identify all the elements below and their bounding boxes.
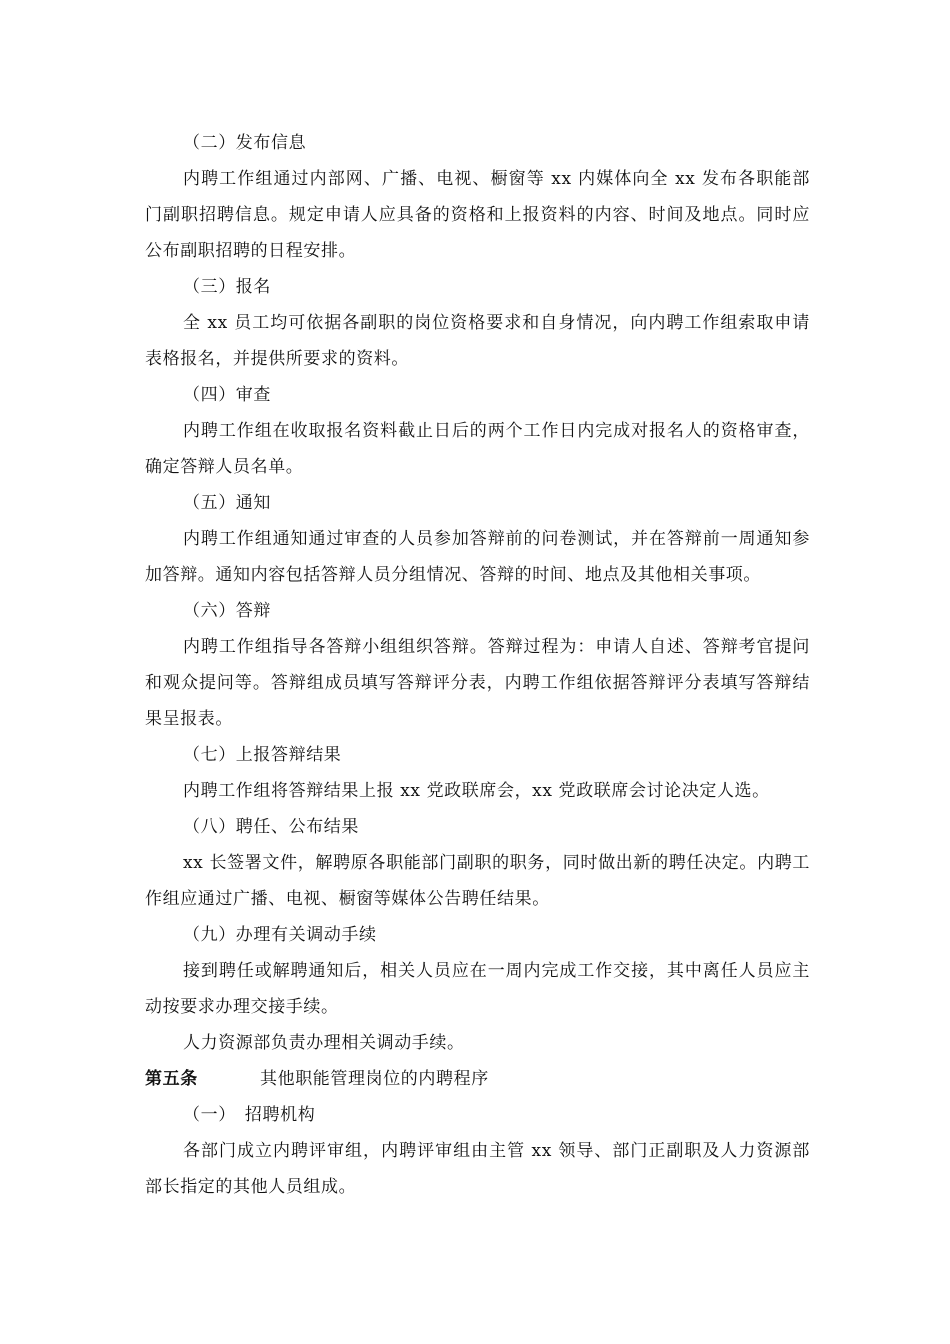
article-five — [145, 1061, 810, 1097]
paragraph-recruitment-body: 各部门成立内聘评审组，内聘评审组由主管 xx 领导、部门正副职及人力资源部部长指定的其他人员组成。 — [145, 1141, 810, 1197]
section-heading-registration: （三）报名 — [183, 277, 271, 297]
section-heading-defense: （六）答辩 — [183, 601, 271, 621]
paragraph-defense: 内聘工作组指导各答辩小组组织答辩。答辩过程为：申请人自述、答辩考官提问和观众提问等。答辩组成员填写答辩评分表，内聘工作组依据答辩评分表填写答辩结果呈报表。 — [145, 637, 810, 729]
paragraph-report-results: 内聘工作组将答辩结果上报 xx 党政联席会，xx 党政联席会讨论决定人选。 — [183, 781, 770, 801]
section-heading-transfer-procedures: （九）办理有关调动手续 — [183, 925, 377, 945]
article-title: 其他职能管理岗位的内聘程序 — [260, 1069, 489, 1089]
paragraph-registration: 全 xx 员工均可依据各副职的岗位资格要求和自身情况，向内聘工作组索取申请表格报名，并提供所要求的资料。 — [145, 313, 810, 369]
section-heading-report-results: （七）上报答辩结果 — [183, 745, 342, 765]
paragraph-appoint-publish: xx 长签署文件，解聘原各职能部门副职的职务，同时做出新的聘任决定。内聘工作组应通过广播、电视、橱窗等媒体公告聘任结果。 — [145, 853, 810, 909]
section-heading-publish-info: （二）发布信息 — [183, 133, 307, 153]
paragraph-notice: 内聘工作组通知通过审查的人员参加答辩前的问卷测试，并在答辩前一周通知参加答辩。通知内容包括答辩人员分组情况、答辩的时间、地点及其他相关事项。 — [145, 529, 810, 585]
paragraph-hr-responsibility: 人力资源部负责办理相关调动手续。 — [183, 1033, 465, 1053]
section-heading-review: （四）审查 — [183, 385, 271, 405]
document-body — [145, 125, 810, 1205]
paragraph-transfer-procedures: 接到聘任或解聘通知后，相关人员应在一周内完成工作交接，其中离任人员应主动按要求办理交接手续。 — [145, 961, 810, 1017]
section-heading-notice: （五）通知 — [183, 493, 271, 513]
section-heading-recruitment-body: （一） 招聘机构 — [183, 1105, 316, 1125]
section-heading-appoint-publish: （八）聘任、公布结果 — [183, 817, 359, 837]
paragraph-review: 内聘工作组在收取报名资料截止日后的两个工作日内完成对报名人的资格审查，确定答辩人员名单。 — [145, 421, 810, 477]
paragraph-publish-info: 内聘工作组通过内部网、广播、电视、橱窗等 xx 内媒体向全 xx 发布各职能部门副职招聘信息。规定申请人应具备的资格和上报资料的内容、时间及地点。同时应公布副职招聘的日程安排。 — [145, 169, 810, 261]
article-label: 第五条 — [145, 1069, 198, 1089]
